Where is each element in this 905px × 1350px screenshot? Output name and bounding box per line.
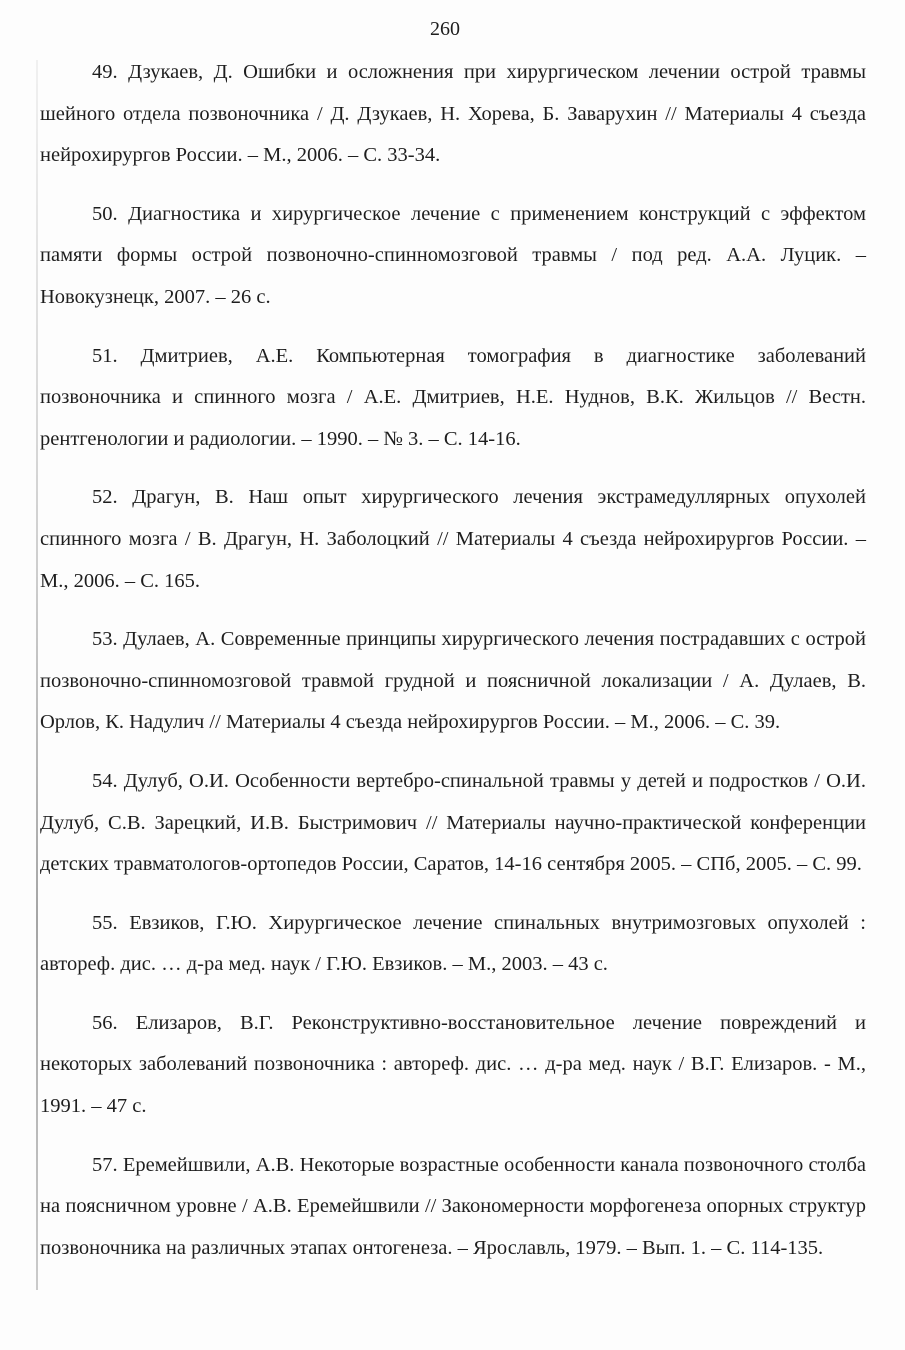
reference-entry-53: 53. Дулаев, А. Современные принципы хирургического лечения пострадавших с острой позвоночно-спинномозговой травмой грудной и поясничной локализации / А. Дулаев, В. Орлов, К. Надулич // Материалы 4 съезда нейрохирургов России. – М., 2006. – С. 39. — [40, 628, 866, 734]
reference-entry-51: 51. Дмитриев, А.Е. Компьютерная томография в диагностике заболеваний позвоночника и спинного мозга / А.Е. Дмитриев, Н.Е. Нуднов, В.К. Жильцов // Вестн. рентгенологии и радиологии. – 1990. – № 3. – С. 14-16. — [40, 344, 866, 450]
reference-entry-57: 57. Еремейшвили, А.В. Некоторые возрастные особенности канала позвоночного столба на поясничном уровне / А.В. Еремейшвили // Закономерности морфогенеза опорных структур позвоночника на различных этапах онтогенеза. – Ярославль, 1979. – Вып. 1. – С. 114-135. — [40, 1153, 866, 1259]
reference-entry-50: 50. Диагностика и хирургическое лечение с применением конструкций с эффектом памяти формы острой позвоночно-спинномозговой травмы / под ред. А.А. Луцик. – Новокузнецк, 2007. – 26 с. — [40, 202, 866, 308]
reference-entry-55: 55. Евзиков, Г.Ю. Хирургическое лечение спинальных внутримозговых опухолей : автореф. дис. … д-ра мед. наук / Г.Ю. Евзиков. – М., 2003. – 43 с. — [40, 911, 866, 976]
reference-entry-56: 56. Елизаров, В.Г. Реконструктивно-восстановительное лечение повреждений и некоторых заболеваний позвоночника : автореф. дис. … д-ра мед. наук / В.Г. Елизаров. - М., 1991. – 47 с. — [40, 1011, 866, 1118]
reference-list — [40, 52, 866, 1286]
reference-entry-49: 49. Дзукаев, Д. Ошибки и осложнения при хирургическом лечении острой травмы шейного отдела позвоночника / Д. Дзукаев, Н. Хорева, Б. Заварухин // Материалы 4 съезда нейрохирургов России. – М., 2006. – С. 33-34. — [40, 61, 866, 167]
reference-entry-54: 54. Дулуб, О.И. Особенности вертебро-спинальной травмы у детей и подростков / О.И. Дулуб, С.В. Зарецкий, И.В. Быстримович // Материалы научно-практической конференции детских травматологов-ортопедов России, Саратов, 14-16 сентября 2005. – СПб, 2005. – С. 99. — [40, 769, 866, 876]
reference-entry-52: 52. Драгун, В. Наш опыт хирургического лечения экстрамедуллярных опухолей спинного мозга / В. Драгун, Н. Заболоцкий // Материалы 4 съезда нейрохирургов России. – М., 2006. – С. 165. — [40, 486, 866, 592]
scan-shadow-edge — [36, 60, 38, 1290]
page-number: 260 — [430, 18, 460, 40]
